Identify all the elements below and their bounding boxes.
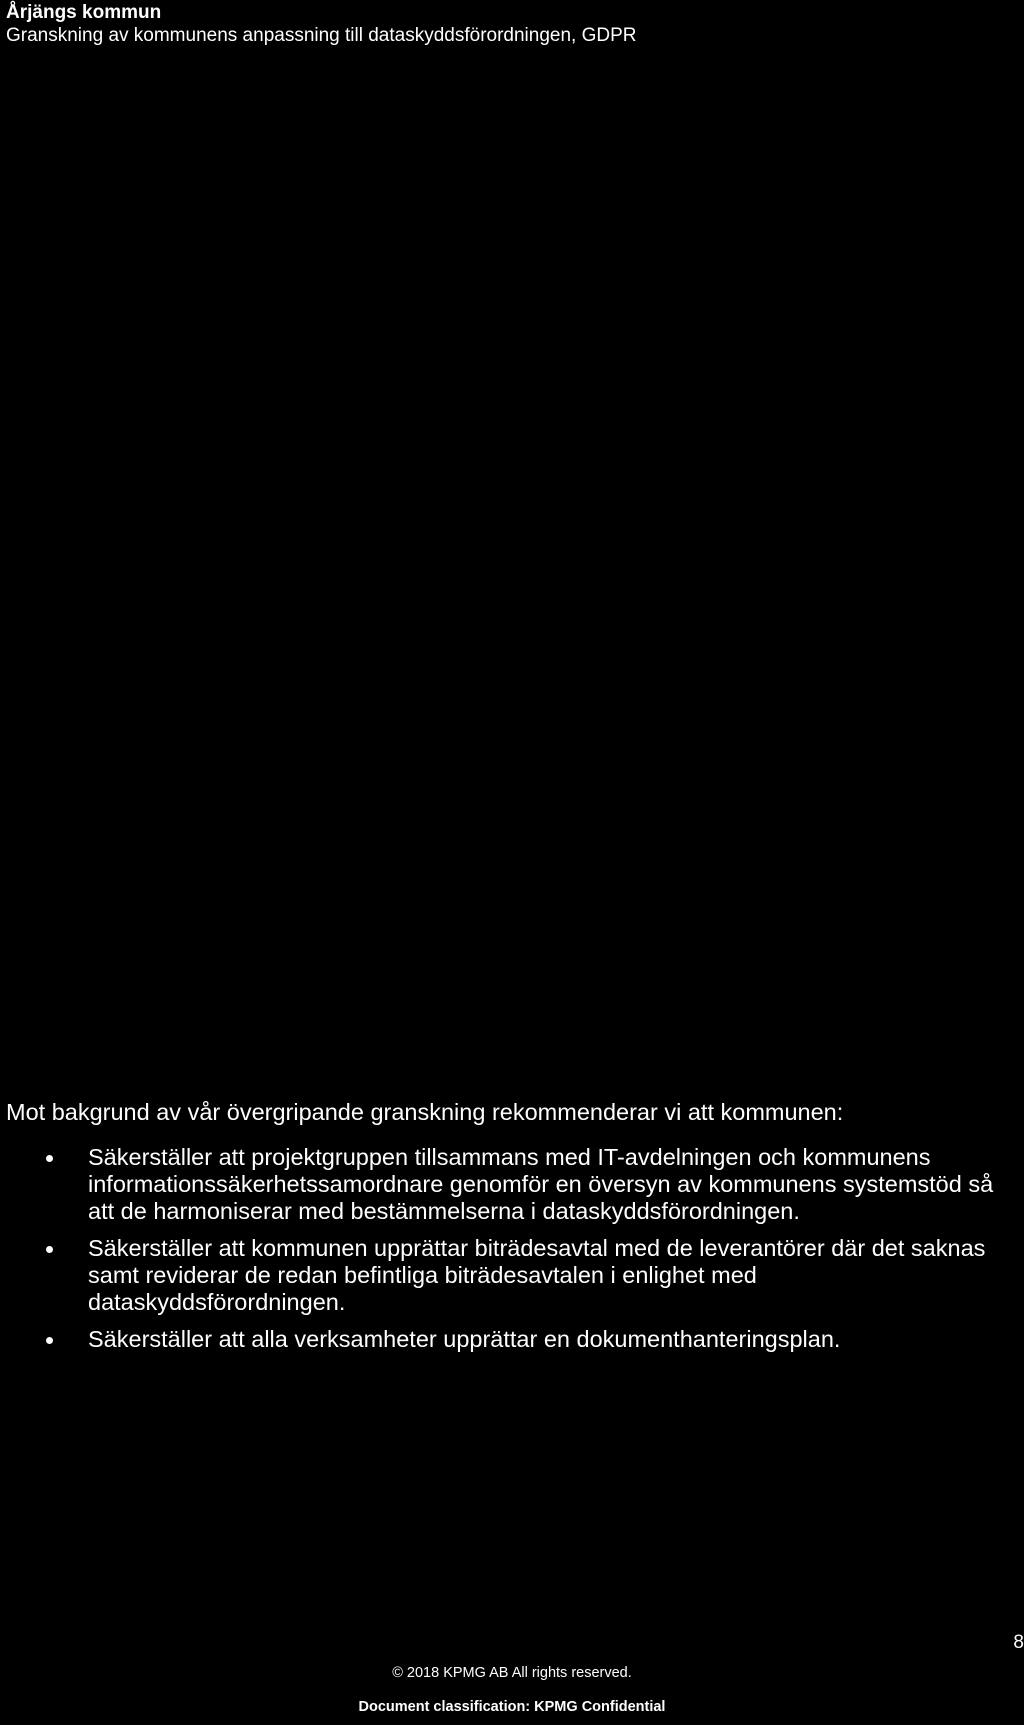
organization-name: Årjängs kommun	[6, 2, 162, 23]
copyright-notice: © 2018 KPMG AB All rights reserved.	[392, 1665, 632, 1681]
recommendation-text: Säkerställer att kommunen upprättar biträdesavtal med de leverantörer där det saknas samt reviderar de redan befintliga biträdesavtalen i enlighet med dataskyddsförordningen.	[88, 1235, 986, 1315]
document-classification: Document classification: KPMG Confidential	[358, 1699, 666, 1715]
document-subtitle: Granskning av kommunens anpassning till dataskyddsförordningen, GDPR	[6, 25, 637, 46]
list-item	[6, 1235, 1016, 1316]
list-item	[6, 1144, 1016, 1225]
recommendation-text: Säkerställer att alla verksamheter upprättar en dokumenthanteringsplan.	[88, 1326, 841, 1352]
list-item	[6, 1326, 1016, 1353]
bullet-icon	[46, 1337, 53, 1344]
intro-paragraph: Mot bakgrund av vår övergripande granskning rekommenderar vi att kommunen:	[6, 1099, 844, 1125]
bullet-icon	[46, 1246, 53, 1253]
recommendation-text: Säkerställer att projektgruppen tillsammans med IT-avdelningen och kommunens informationssäkerhetssamordnare genomför en översyn av kommunens systemstöd så att de harmoniserar med bestämmelserna i dataskyddsförordningen.	[88, 1144, 994, 1224]
page-number: 8	[1013, 1632, 1024, 1653]
bullet-icon	[46, 1155, 53, 1162]
page-header	[6, 0, 1006, 48]
recommendations-section	[6, 1098, 1016, 1363]
recommendation-list	[6, 1144, 1016, 1353]
